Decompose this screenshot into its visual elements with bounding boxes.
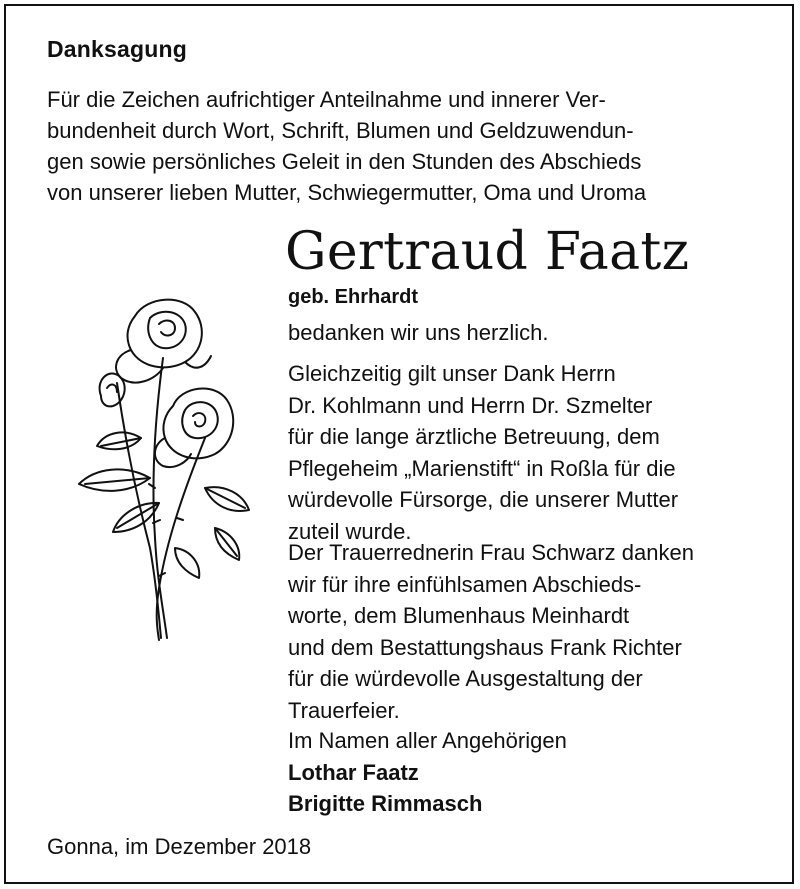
intro-line: gen sowie persönliches Geleit in den Stunden des Abschieds (47, 149, 642, 174)
thanks-line: bedanken wir uns herzlich. (288, 320, 549, 345)
intro-text (47, 84, 767, 208)
deceased-name: Gertraud Faatz (285, 222, 690, 282)
rose-icon (55, 288, 265, 648)
paragraph-line: für die lange ärztliche Betreuung, dem (288, 424, 660, 449)
paragraph-line: für die würdevolle Ausgestaltung der (288, 666, 643, 691)
paragraph-line: würdevolle Fürsorge, die unserer Mutter (288, 487, 679, 512)
paragraph-care (288, 358, 768, 547)
paragraph-line: Der Trauerrednerin Frau Schwarz danken (288, 540, 694, 565)
paragraph-line: wir für ihre einfühlsamen Abschieds- (288, 571, 642, 597)
paragraph-funeral (288, 537, 768, 726)
paragraph-line: Trauerfeier. (288, 697, 400, 723)
paragraph-line: worte, dem Blumenhaus Meinhardt (288, 603, 630, 628)
intro-line: bundenheit durch Wort, Schrift, Blumen und Geldzuwendun- (47, 118, 634, 143)
signatory-name: Brigitte Rimmasch (288, 791, 483, 816)
signatory-name: Lothar Faatz (288, 759, 419, 785)
place-date: Gonna, im Dezember 2018 (47, 834, 312, 859)
paragraph-line: Pflegeheim „Marienstift“ in Roßla für die (288, 455, 676, 481)
intro-line: Für die Zeichen aufrichtiger Anteilnahme und innerer Ver- (47, 87, 606, 112)
paragraph-line: Dr. Kohlmann und Herrn Dr. Szmelter (288, 392, 653, 418)
paragraph-line: Gleichzeitig gilt unser Dank Herrn (288, 361, 616, 386)
signature-block (288, 725, 768, 820)
signature-intro: Im Namen aller Angehörigen (288, 728, 567, 753)
birth-name: geb. Ehrhardt (288, 286, 419, 308)
intro-line: von unserer lieben Mutter, Schwiegermutter, Oma und Uroma (47, 180, 647, 205)
notice-heading: Danksagung (47, 36, 188, 62)
paragraph-line: zuteil wurde. (288, 518, 412, 544)
paragraph-line: und dem Bestattungshaus Frank Richter (288, 634, 682, 660)
